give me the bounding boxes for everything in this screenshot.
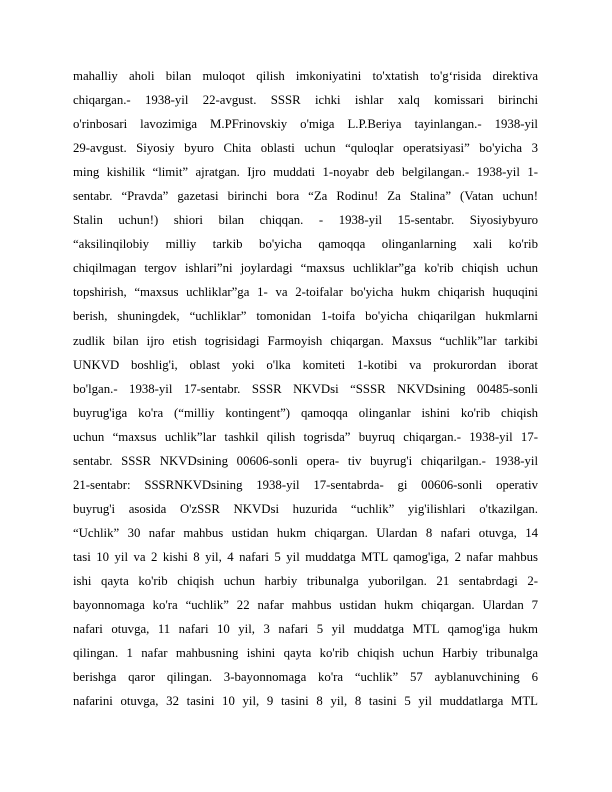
text-line: uchun “maxsus uchlik”lar tashkil qilish togrisda” buyruq chiqargan.- 1938-yil 17- [73, 429, 538, 444]
text-line: ming kishilik “limit” ajratgan. Ijro muddati 1-noyabr deb belgilangan.- 1938-yil 1- [73, 165, 538, 180]
text-line: 29-avgust. Siyosiy byuro Chita oblasti uchun “quloqlar operatsiyasi” bo'yicha 3 [73, 141, 538, 156]
text-line: ishi qayta ko'rib chiqish uchun harbiy tribunalga yuborilgan. 21 sentabrdagi 2- [73, 573, 538, 588]
text-line: “Uchlik” 30 nafar mahbus ustidan hukm chiqargan. Ulardan 8 nafari otuvga, 14 [73, 525, 538, 540]
text-line: buyrug'i asosida O'zSSR NKVDsi huzurida “uchlik” yig'ilishlari o'tkazilgan. [73, 501, 538, 516]
text-line: buyrug'iga ko'ra (“milliy kontingent”) qamoqqa olinganlar ishini ko'rib chiqish [73, 405, 538, 420]
text-line: Stalin uchun!) shiori bilan chiqqan. - 1938-yil 15-sentabr. Siyosiybyuro [73, 213, 538, 228]
text-line: sentabr. SSSR NKVDsining 00606-sonli opera- tiv buyrug'i chiqarilgan.- 1938-yil [73, 453, 538, 468]
text-line: topshirish, “maxsus uchliklar”ga 1- va 2-toifalar bo'yicha hukm chiqarish huquqini [73, 285, 538, 300]
body-text [73, 64, 538, 713]
text-line: sentabr. “Pravda” gazetasi birinchi bora “Za Rodinu! Za Stalina” (Vatan uchun! [73, 189, 538, 204]
text-line: qilingan. 1 nafar mahbusning ishini qayta ko'rib chiqish uchun Harbiy tribunalga [73, 646, 538, 661]
text-line: bo'lgan.- 1938-yil 17-sentabr. SSSR NKVDsi “SSSR NKVDsining 00485-sonli [73, 381, 538, 396]
text-line: zudlik bilan ijro etish togrisidagi Farmoyish chiqargan. Maxsus “uchlik”lar tarkibi [73, 333, 538, 348]
text-line: nafari otuvga, 11 nafari 10 yil, 3 nafari 5 yil muddatga MTL qamog'iga hukm [73, 622, 538, 637]
text-line: chiqilmagan tergov ishlari”ni joylardagi “maxsus uchliklar”ga ko'rib chiqish uchun [73, 261, 538, 276]
text-line: chiqargan.- 1938-yil 22-avgust. SSSR ichki ishlar xalq komissari birinchi [73, 93, 538, 108]
text-line: “aksilinqilobiy milliy tarkib bo'yicha qamoqqa olinganlarning xali ko'rib [73, 237, 538, 252]
text-line: bayonnomaga ko'ra “uchlik” 22 nafar mahbus ustidan hukm chiqargan. Ulardan 7 [73, 598, 538, 613]
text-line: nafarini otuvga, 32 tasini 10 yil, 9 tasini 8 yil, 8 tasini 5 yil muddatlarga MTL [73, 694, 538, 709]
text-line: o'rinbosari lavozimiga M.PFrinovskiy o'miga L.P.Beriya tayinlangan.- 1938-yil [73, 117, 538, 132]
text-line: berishga qaror qilingan. 3-bayonnomaga ko'ra “uchlik” 57 ayblanuvchining 6 [73, 670, 538, 685]
text-line: UNKVD boshlig'i, oblast yoki o'lka komiteti 1-kotibi va prokurordan iborat [73, 357, 538, 372]
text-line: 21-sentabr: SSSRNKVDsining 1938-yil 17-sentabrda- gi 00606-sonli operativ [73, 477, 538, 492]
text-line: mahalliy aholi bilan muloqot qilish imkoniyatini to'xtatish to'g‘risida direktiva [73, 69, 538, 83]
text-line: berish, shuningdek, “uchliklar” tomonidan 1-toifa bo'yicha chiqarilgan hukmlarni [73, 309, 538, 324]
text-line: tasi 10 yil va 2 kishi 8 yil, 4 nafari 5 yil muddatga MTL qamog'iga, 2 nafar mahbus [73, 549, 538, 564]
